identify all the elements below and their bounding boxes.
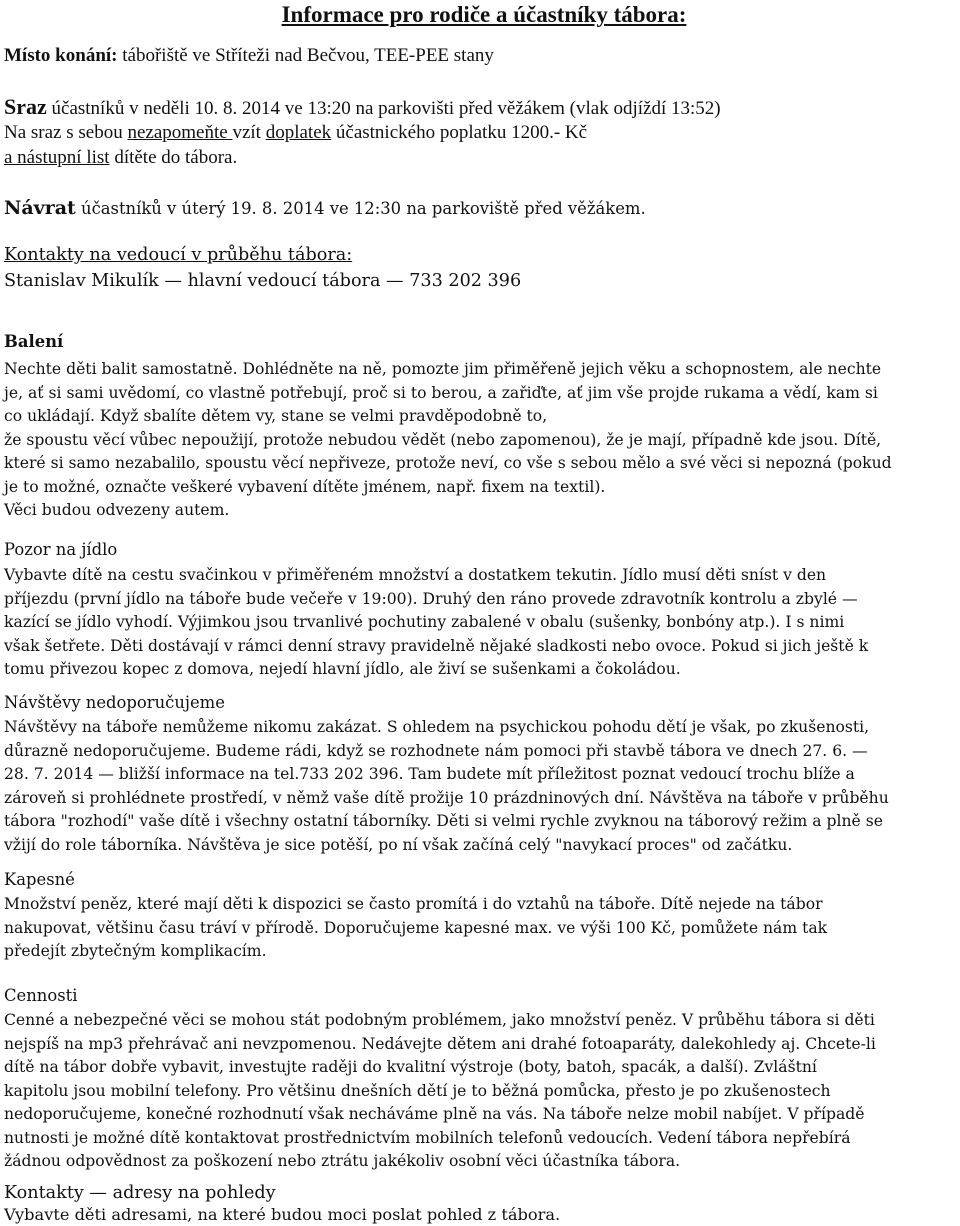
valuables-line: nutnosti je možné dítě kontaktovat prostřednictvím mobilních telefonů vedoucích. Vedení tábora nepřebírá — [4, 1128, 851, 1147]
return-label: Návrat — [4, 197, 76, 219]
valuables-line: dítě na tábor dobře vybavit, investujte raději do kvalitní výstroje (boty, batoh, spacák, a další). Zvláštní — [4, 1058, 817, 1076]
valuables-heading: Cennosti — [4, 986, 78, 1005]
meeting-line-2-text-c: účastnického poplatku 1200.- Kč — [331, 122, 588, 143]
packing-line: je, ať si sami uvědomí, co vlastně potřebují, proč si to berou, a zařiďte, ať jim vše projde rukama a vědí, kam si — [4, 383, 878, 402]
valuables-line: kapitolu jsou mobilní telefony. Pro většinu dnešních dětí je to běžná pomůcka, přesto je po zkušenostech — [4, 1081, 831, 1100]
packing-line: je to možné, označte veškeré vybavení dítěte jménem, např. fixem na textil). — [4, 477, 606, 496]
food-text — [4, 564, 958, 682]
visits-line: zároveň si prohlédnete prostředí, v němž vaše dítě prožije 10 prázdninových dní. Návštěva na táboře v průběhu — [4, 788, 889, 807]
food-line: tomu přivezou kopec z domova, nejedí hlavní jídlo, ale živí se sušenkami a čokoládou. — [4, 660, 681, 678]
food-line: však šetřete. Děti dostávají v rámci denní stravy pravidelně nějaké sladkosti nebo ovoce. Pokud si jich ještě k — [4, 636, 869, 655]
valuables-line: nedoporučujeme, konečné rozhodnutí však necháváme plně na vás. Na táboře nelze mobil nabíjet. V případě — [4, 1105, 865, 1123]
contacts-line: Stanislav Mikulík — hlavní vedoucí tábora — 733 202 396 — [4, 271, 522, 291]
contacts-heading: Kontakty na vedoucí v průběhu tábora: — [4, 245, 353, 265]
pocket-money-line: předejít zbytečným komplikacím. — [4, 942, 267, 960]
food-line: příjezdu (první jídlo na táboře bude večeře v 19:00). Druhý den ráno provede zdravotník kontrolu a zbylé — — [4, 589, 858, 608]
meeting-line-3-text: dítěte do tábora. — [109, 147, 238, 168]
location-line — [4, 45, 494, 67]
food-heading: Pozor na jídlo — [4, 540, 118, 559]
valuables-line: Cenné a nebezpečné věci se mohou stát podobným problémem, jako množství peněz. V průběhu tábora si děti — [4, 1011, 875, 1029]
pocket-money-line: Množství peněz, které mají děti k dispozici se často promítá i do vztahů na táboře. Dítě nejede na tábor — [4, 895, 823, 913]
meeting-line-3 — [4, 147, 237, 169]
pocket-money-line: nakupovat, většinu času tráví v přírodě. Doporučujeme kapesné max. ve výši 100 Kč, pomůžete nám tak — [4, 918, 828, 937]
packing-line: Věci budou odvezeny autem. — [4, 501, 230, 519]
meeting-label: Sraz — [4, 94, 47, 119]
meeting-line-2 — [4, 122, 587, 144]
food-line: kazící se jídlo vyhodí. Výjimkou jsou trvanlivé pochutiny zabalené v obalu (sušenky, bonbóny atp.). I s nimi — [4, 613, 845, 631]
visits-line: tábora "rozhodí" vaše dítě i všechny ostatní táborníky. Děti si velmi rychle zvyknou na táborový režim a plně se — [4, 812, 883, 830]
location-text: tábořiště ve Stříteži nad Bečvou, TEE-PEE stany — [117, 45, 494, 66]
packing-line: které si samo nezabalilo, spoustu věcí nepřiveze, protože neví, co vše s sebou mělo a své věci si nepozná (pokud — [4, 454, 892, 472]
return-line — [4, 197, 646, 219]
packing-line: co ukládají. Když sbalíte dětem vy, stane se velmi pravděpodobně to, — [4, 407, 548, 425]
meeting-line — [4, 94, 721, 120]
postcards-heading: Kontakty — adresy na pohledy — [4, 1183, 276, 1203]
valuables-text — [4, 1009, 958, 1174]
packing-text — [4, 358, 958, 523]
food-line: Vybavte dítě na cestu svačinkou v přiměřeném množství a dostatkem tekutin. Jídlo musí děti sníst v den — [4, 566, 827, 584]
location-label: Místo konání: — [4, 45, 118, 66]
visits-line: 28. 7. 2014 — bližší informace na tel.733 202 396. Tam budete mít příležitost poznat vedoucí trochu blíže a — [4, 765, 855, 783]
pocket-money-heading: Kapesné — [4, 870, 75, 889]
meeting-line-2-text-b: vzít — [232, 122, 266, 143]
meeting-line-2-underlined-b: doplatek — [265, 122, 332, 143]
meeting-line-2-text-a: Na sraz s sebou — [4, 122, 128, 143]
visits-heading: Návštěvy nedoporučujeme — [4, 693, 225, 712]
visits-line: důrazně nedoporučujeme. Budeme rádi, když se rozhodnete nám pomoci při stavbě tábora ve dnech 27. 6. — — [4, 741, 868, 760]
valuables-line: žádnou odpovědnost za poškození nebo ztrátu jakékoliv osobní věci účastníka tábora. — [4, 1152, 681, 1170]
postcards-line: Vybavte děti adresami, na které budou moci poslat pohled z tábora. — [4, 1205, 561, 1224]
return-text: účastníků v úterý 19. 8. 2014 ve 12:30 na parkoviště před věžákem. — [75, 199, 646, 218]
pocket-money-text — [4, 893, 958, 964]
page-title: Informace pro rodiče a účastníky tábora: — [281, 2, 687, 27]
visits-text — [4, 716, 958, 857]
packing-line: že spoustu věcí vůbec nepoužijí, protože nebudou vědět (nebo zapomenou), že je mají, případně kde jsou. Dítě, — [4, 430, 882, 449]
meeting-line-2-underlined-a: nezapomeňte — [127, 122, 233, 143]
meeting-line-3-underlined: a nástupní list — [4, 147, 110, 168]
packing-line: Nechte děti balit samostatně. Dohlédněte na ně, pomozte jim přiměřeně jejich věku a schopnostem, ale nechte — [4, 360, 882, 378]
visits-line: vžijí do role táborníka. Návštěva je sice potěší, po ní však začíná celý "navykací proces" od začátku. — [4, 835, 793, 854]
valuables-line: nejspíš na mp3 přehrávač ani nevzpomenou. Nedávejte dětem ani drahé fotoaparáty, dalekohledy aj. Chcete-li — [4, 1034, 876, 1053]
packing-heading: Balení — [4, 332, 64, 351]
visits-line: Návštěvy na táboře nemůžeme nikomu zakázat. S ohledem na psychickou pohodu dětí je však, po zkušenosti, — [4, 718, 870, 736]
meeting-text: účastníků v neděli 10. 8. 2014 ve 13:20 na parkovišti před věžákem (vlak odjíždí 13:52) — [46, 98, 721, 119]
